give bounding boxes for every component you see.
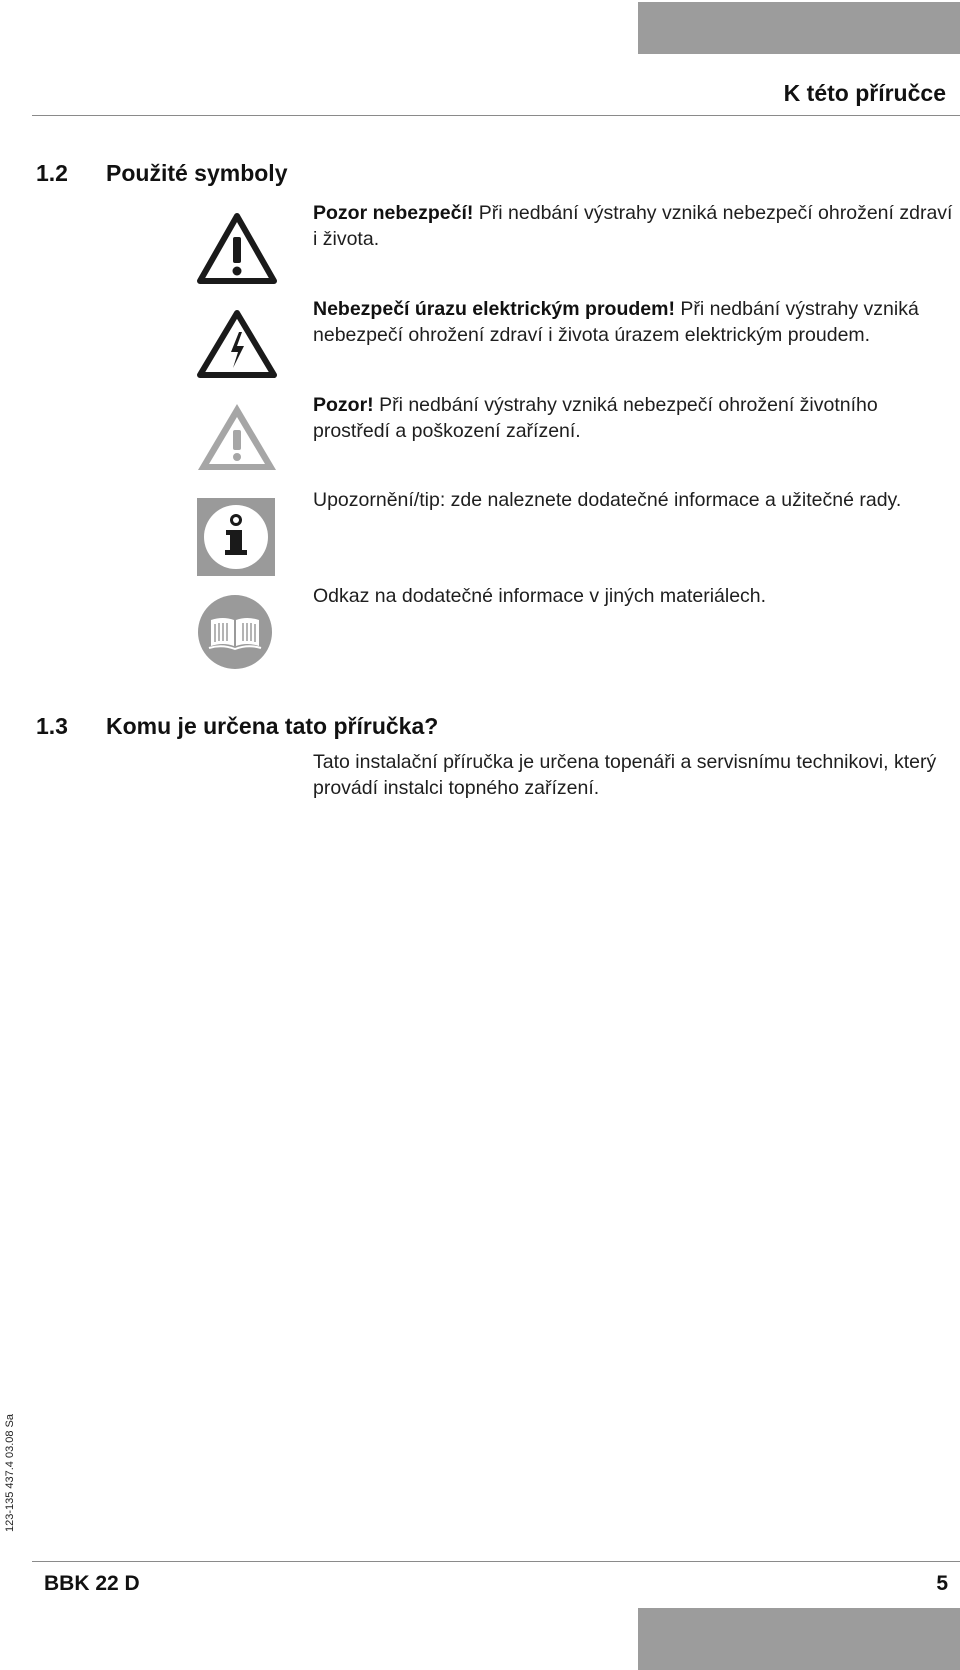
warning-triangle-icon: [196, 211, 278, 286]
symbol-description: Odkaz na dodatečné informace v jiných materiálech.: [313, 585, 767, 607]
footer-gray-bar: [638, 1608, 960, 1670]
symbol-description: Pozor nebezpečí! Při nedbání výstrahy vzniká nebezpečí ohrožení zdraví i života.: [313, 202, 953, 250]
symbol-description: Upozornění/tip: zde naleznete dodatečné informace a užitečné rady.: [313, 489, 902, 511]
symbol-description: Nebezpečí úrazu elektrickým proudem! Při nedbání výstrahy vzniká nebezpečí ohrožení zdraví i života úrazem elektrickým proudem.: [313, 298, 919, 346]
section-number: 1.2: [36, 160, 68, 186]
document-code: 123-135 437.4 03.08 Sa: [4, 1413, 16, 1533]
footer-divider: [32, 1561, 960, 1562]
symbol-description: Pozor! Při nedbání výstrahy vzniká nebezpečí ohrožení životního prostředí a poškození zařízení.: [313, 394, 878, 442]
page-header-title: K této příručce: [783, 80, 946, 106]
section-title: Komu je určena tato příručka?: [106, 713, 439, 739]
book-icon: [197, 594, 273, 670]
section-title: Použité symboly: [106, 160, 288, 186]
info-icon: [197, 498, 275, 576]
electric-shock-icon: [196, 308, 278, 380]
page-number: 5: [936, 1572, 948, 1595]
section-number: 1.3: [36, 713, 68, 739]
caution-triangle-icon: [194, 400, 280, 474]
header-gray-bar: [638, 2, 960, 54]
header-divider: [32, 115, 960, 116]
audience-text: Tato instalační příručka je určena topenáři a servisnímu technikovi, který provádí instalci topného zařízení.: [313, 751, 937, 799]
footer-model: BBK 22 D: [44, 1572, 140, 1595]
